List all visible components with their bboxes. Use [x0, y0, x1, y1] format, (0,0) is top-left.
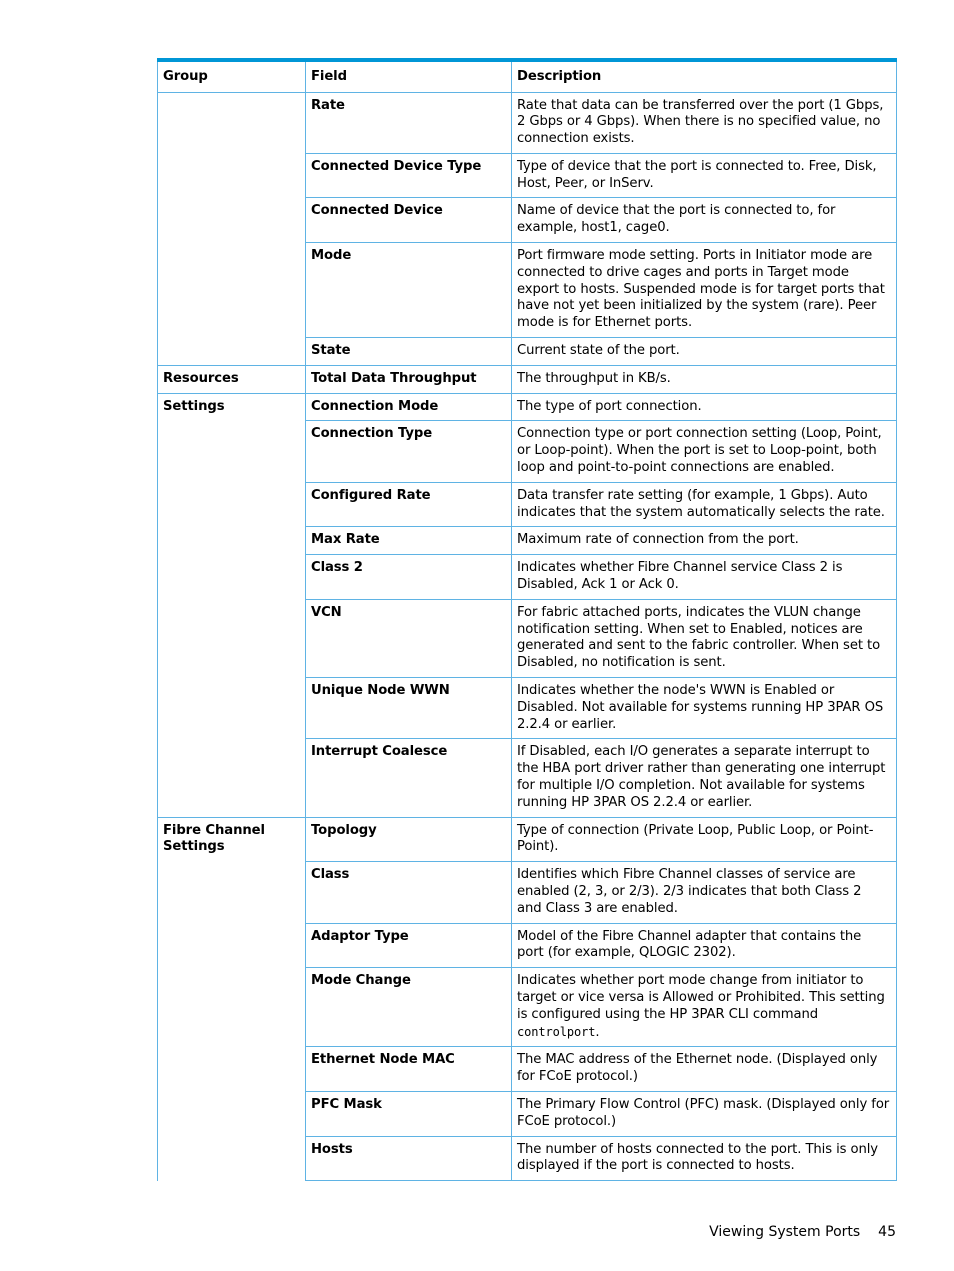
description-text: Indicates whether port mode change from initiator to target or vice versa is Allowed or Prohibited. This setting is configured using the HP 3PAR CLI command — [517, 973, 885, 1022]
description-text: Data transfer rate setting (for example, 1 Gbps). Auto indicates that the system automatically selects the rate. — [517, 487, 885, 520]
command-code: controlport — [517, 1024, 596, 1039]
field-cell: Hosts — [306, 1136, 512, 1181]
description-text: Current state of the port. — [517, 343, 680, 359]
description-text: Indicates whether the node's WWN is Enabled or Disabled. Not available for systems running HP 3PAR OS 2.2.4 or earlier. — [517, 683, 884, 732]
description-cell — [512, 862, 897, 923]
table-row — [158, 817, 897, 862]
description-text: For fabric attached ports, indicates the VLUN change notification setting. When set to Enabled, notices are generated and sent to the fabric controller. When set to Disabled, no notification is sent. — [517, 604, 881, 671]
field-cell: Configured Rate — [306, 482, 512, 527]
field-cell: Connection Type — [306, 421, 512, 482]
description-text: The MAC address of the Ethernet node. (Displayed only for FCoE protocol.) — [517, 1052, 878, 1085]
header-field: Field — [306, 60, 512, 92]
description-cell — [512, 923, 897, 968]
field-cell: VCN — [306, 599, 512, 677]
description-text: Port firmware mode setting. Ports in Initiator mode are connected to drive cages and ports in Target mode export to hosts. Suspended mode is for target ports that have not yet been initialized by the system (rare). Peer mode is for Ethernet ports. — [517, 248, 885, 331]
field-cell: Mode — [306, 243, 512, 338]
description-text: The number of hosts connected to the port. This is only displayed if the port is connected to hosts. — [517, 1141, 879, 1174]
description-text: If Disabled, each I/O generates a separate interrupt to the HBA port driver rather than generating one interrupt for multiple I/O completion. Not available for systems running HP 3PAR OS 2.2.4 or earlier. — [517, 744, 886, 810]
description-cell — [512, 1091, 897, 1136]
field-cell: Total Data Throughput — [306, 365, 512, 393]
table-row — [158, 92, 897, 153]
field-cell: Connection Mode — [306, 393, 512, 421]
field-cell: Unique Node WWN — [306, 678, 512, 739]
table-header — [158, 60, 897, 92]
field-cell: PFC Mask — [306, 1091, 512, 1136]
description-suffix: . — [595, 1024, 600, 1040]
description-text: Rate that data can be transferred over the port (1 Gbps, 2 Gbps or 4 Gbps). When there is no specified value, no connection exists. — [517, 97, 884, 147]
field-cell: Connected Device Type — [306, 153, 512, 198]
field-cell: Max Rate — [306, 527, 512, 555]
port-fields-table — [157, 58, 897, 1181]
description-cell — [512, 421, 897, 482]
description-cell — [512, 482, 897, 527]
field-cell: Topology — [306, 817, 512, 862]
description-cell — [512, 153, 897, 198]
description-text: Type of device that the port is connected to. Free, Disk, Host, Peer, or InServ. — [517, 158, 877, 191]
description-cell — [512, 599, 897, 677]
description-cell — [512, 555, 897, 600]
field-cell: Connected Device — [306, 198, 512, 243]
group-cell: Resources — [158, 365, 306, 393]
description-text: Name of device that the port is connected to, for example, host1, cage0. — [517, 203, 836, 236]
group-cell: Settings — [158, 393, 306, 817]
description-cell — [512, 817, 897, 862]
field-cell: Mode Change — [306, 968, 512, 1047]
description-cell — [512, 527, 897, 555]
description-text: Indicates whether Fibre Channel service Class 2 is Disabled, Ack 1 or Ack 0. — [517, 560, 843, 593]
field-cell: Adaptor Type — [306, 923, 512, 968]
description-text: The type of port connection. — [517, 398, 702, 414]
field-cell: Rate — [306, 92, 512, 153]
description-text: The Primary Flow Control (PFC) mask. (Displayed only for FCoE protocol.) — [517, 1096, 890, 1129]
field-cell: Class — [306, 862, 512, 923]
description-text: Maximum rate of connection from the port. — [517, 532, 799, 548]
table-row — [158, 393, 897, 421]
description-text: Connection type or port connection setting (Loop, Point, or Loop-point). When the port is set to Loop-point, both loop and point-to-point connections are enabled. — [517, 426, 882, 476]
description-cell — [512, 1047, 897, 1092]
description-cell — [512, 365, 897, 393]
description-cell — [512, 968, 897, 1047]
group-cell — [158, 92, 306, 365]
description-cell — [512, 198, 897, 243]
description-cell — [512, 92, 897, 153]
description-text: Identifies which Fibre Channel classes of service are enabled (2, 3, or 2/3). 2/3 indicates that both Class 2 and Class 3 are enabled. — [517, 867, 862, 916]
field-cell: Interrupt Coalesce — [306, 739, 512, 817]
table-body — [158, 92, 897, 1181]
group-cell: Fibre Channel Settings — [158, 817, 306, 1181]
header-description: Description — [512, 60, 897, 92]
field-cell: Ethernet Node MAC — [306, 1047, 512, 1092]
description-cell — [512, 338, 897, 366]
field-cell: Class 2 — [306, 555, 512, 600]
description-text: Model of the Fibre Channel adapter that contains the port (for example, QLOGIC 2302). — [517, 928, 862, 961]
table-row — [158, 365, 897, 393]
description-cell — [512, 678, 897, 739]
description-text: Type of connection (Private Loop, Public Loop, or Point-Point). — [517, 822, 874, 855]
page-number: 45 — [878, 1224, 896, 1240]
page-footer — [709, 1223, 896, 1241]
description-cell — [512, 739, 897, 817]
description-cell — [512, 393, 897, 421]
description-text: The throughput in KB/s. — [517, 370, 671, 386]
description-cell — [512, 243, 897, 338]
field-cell: State — [306, 338, 512, 366]
header-group: Group — [158, 60, 306, 92]
table-header-row — [158, 60, 897, 92]
description-cell — [512, 1136, 897, 1181]
footer-section-title: Viewing System Ports — [709, 1224, 861, 1240]
